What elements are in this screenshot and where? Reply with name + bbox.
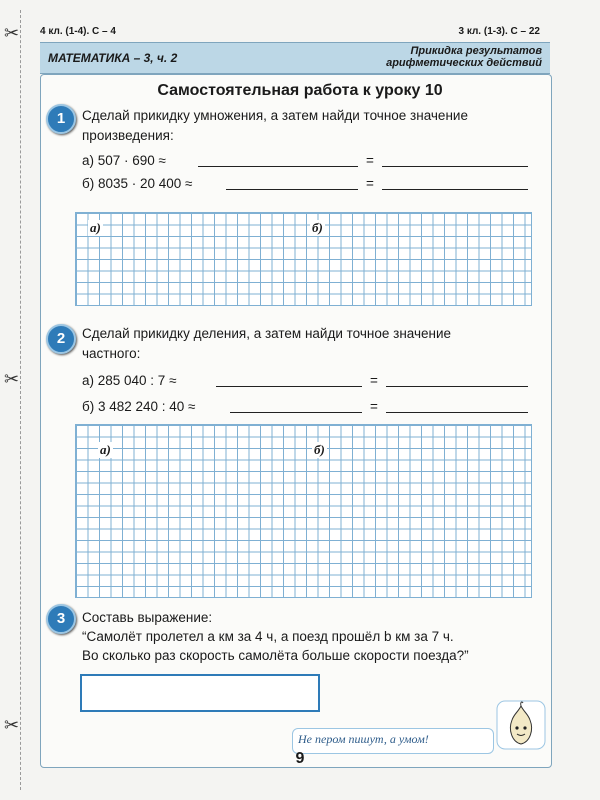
scissors-icon: ✂ (4, 715, 20, 735)
slogan-text: Не пером пишут, а умом! (298, 732, 429, 746)
subject-label: МАТЕМАТИКА – 3, ч. 2 (48, 51, 178, 65)
task-1-work-grid[interactable] (75, 212, 532, 306)
task-1a-exact-field[interactable] (382, 154, 528, 167)
header-right-code: 3 кл. (1-3). С – 22 (458, 26, 540, 37)
task-1a-estimate-field[interactable] (198, 154, 358, 167)
task-1b-estimate-field[interactable] (226, 177, 358, 190)
task-2a-exact-field[interactable] (386, 374, 528, 387)
equals-sign: = (370, 373, 378, 388)
task-1-text-line-2: произведения: (82, 128, 174, 143)
equals-sign: = (370, 399, 378, 414)
task-3-answer-box[interactable] (80, 674, 320, 712)
task-1b-expression: б) 8035 · 20 400 ≈ (82, 176, 193, 191)
task-2-work-grid[interactable] (75, 424, 532, 598)
cut-line (20, 10, 21, 790)
header-left-code: 4 кл. (1-4). С – 4 (40, 26, 116, 37)
task-2b-estimate-field[interactable] (230, 400, 362, 413)
topic-line-2: арифметических действий (386, 57, 542, 69)
page-title: Самостоятельная работа к уроку 10 (157, 82, 443, 99)
task-1a-expression: а) 507 · 690 ≈ (82, 153, 166, 168)
equals-sign: = (366, 153, 374, 168)
task-1-grid-label-a: а) (90, 220, 101, 235)
task-1-text-line-1: Сделай прикидку умножения, а затем найди точное значение (82, 108, 468, 123)
scissors-icon: ✂ (4, 23, 20, 43)
task-3-number-badge: 3 (46, 604, 76, 634)
task-3-text-line-2: “Самолёт пролетел a км за 4 ч, а поезд прошёл b км за 7 ч. (82, 629, 454, 644)
task-1b-exact-field[interactable] (382, 177, 528, 190)
subject-band (40, 42, 550, 74)
task-2a-expression: а) 285 040 : 7 ≈ (82, 373, 177, 388)
task-1-number-badge: 1 (46, 104, 76, 134)
task-2b-exact-field[interactable] (386, 400, 528, 413)
task-1-grid-label-b: б) (312, 220, 323, 235)
task-2-grid-label-b: б) (314, 442, 325, 457)
task-2-grid-label-a: а) (100, 442, 111, 457)
onion-mascot-icon (496, 700, 546, 750)
task-2a-estimate-field[interactable] (216, 374, 362, 387)
task-2-text-line-1: Сделай прикидку деления, а затем найди точное значение (82, 326, 452, 341)
scissors-icon: ✂ (4, 369, 20, 389)
equals-sign: = (366, 176, 374, 191)
topic-line-1: Прикидка результатов (410, 45, 542, 57)
task-3-text-line-3: Во сколько раз скорость самолёта больше скорости поезда?” (82, 648, 469, 663)
page-number: 9 (295, 750, 305, 767)
topic-label (386, 45, 542, 69)
task-3-text-line-1: Составь выражение: (82, 610, 213, 625)
task-2-number-badge: 2 (46, 324, 76, 354)
task-2-text-line-2: частного: (82, 346, 141, 361)
task-2b-expression: б) 3 482 240 : 40 ≈ (82, 399, 196, 414)
